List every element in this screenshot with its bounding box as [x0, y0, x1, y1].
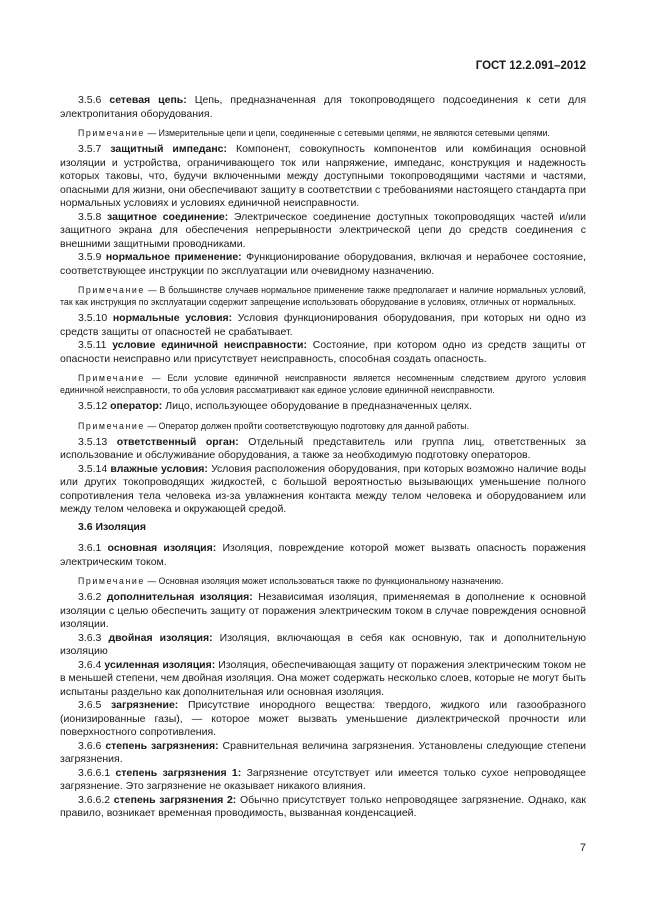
definition-paragraph: 3.5.13 ответственный орган: Отдельный представитель или группа лиц, ответственных за использование и обслуживание оборудования, а также за необходимую подготовку операторов.: [60, 435, 586, 461]
definition-paragraph: 3.5.9 нормальное применение: Функционирование оборудования, включая и нерабочее состояние, соответствующее инструкции по эксплуатации или очевидному назначению.: [60, 251, 586, 277]
definition-paragraph: 3.5.8 защитное соединение: Электрическое соединение доступных токопроводящих частей и/или защитного экрана для обеспечения непрерывности электрической цепи до средств соединения с внешними защитными проводниками.: [60, 210, 586, 250]
definition-paragraph: 3.6.5 загрязнение: Присутствие инородного вещества: твердого, жидкого или газообразного (ионизированные газы), — которое может вызвать уменьшение диэлектрической прочности или поверхностного сопротивления.: [60, 699, 586, 738]
definition-paragraph: 3.6.3 двойная изоляция: Изоляция, включающая в себя как основную, так и дополнительную изоляцию: [60, 631, 586, 657]
note-paragraph: Примечание — Измерительные цепи и цепи, соединенные с сетевыми цепями, не являются сетевыми цепями.: [78, 128, 550, 138]
definition-paragraph: 3.5.11 условие единичной неисправности: Состояние, при котором одно из средств защиты от опасности неисправно или присутствует неисправность, способная создать опасность.: [60, 339, 586, 365]
definition-paragraph: 3.5.14 влажные условия: Условия расположения оборудования, при которых возможно наличие воды или других токопроводящих жидкостей, с большой вероятностью вызывающих уменьшение полного сопротивления тела человека из-за увлажнения контакта между телом человека и оборудованием или между телом человека и окружающей средой.: [60, 462, 587, 515]
note-paragraph: Примечание — В большинстве случаев нормальное применение также предполагает и наличие нормальных условий, так как инструкция по эксплуатации содержит запрещение использовать оборудование в условиях, отличных от нормальных.: [60, 285, 586, 307]
section-heading: 3.6 Изоляция: [78, 520, 147, 533]
definition-paragraph: 3.6.6.1 степень загрязнения 1: Загрязнение отсутствует или имеется только сухое непроводящее загрязнение. Это загрязнение не оказывает никакого влияния.: [60, 766, 586, 792]
definition-paragraph: 3.5.7 защитный импеданс: Компонент, совокупность компонентов или комбинация основной изоляции и устройства, ограничивающего ток или напряжение, импеданс, конструкция и надежность которых таковы, что, будучи включенными между доступными токопроводящими частями и частями, опасными для жизни, они обеспечивают защиту в соответствии с требованиями настоящего стандарта при нормальных условиях и условиях единичной неисправности.: [60, 143, 586, 209]
definition-paragraph: 3.5.10 нормальные условия: Условия функционирования оборудования, при которых ни одно из средств защиты от опасностей не срабатывает.: [60, 312, 586, 338]
definition-paragraph: 3.6.6.2 степень загрязнения 2: Обычно присутствует только непроводящее загрязнение. Однако, как правило, возникает временная проводимость, вызванная конденсацией.: [60, 793, 586, 819]
document-body: [60, 94, 586, 821]
definition-paragraph: 3.6.1 основная изоляция: Изоляция, повреждение которой может вызвать опасность поражения электрическим током.: [60, 542, 586, 568]
document-header: ГОСТ 12.2.091–2012: [475, 60, 586, 72]
note-paragraph: Примечание — Основная изоляция может использоваться также по функциональному назначению.: [78, 576, 504, 586]
note-paragraph: Примечание — Оператор должен пройти соответствующую подготовку для данной работы.: [78, 420, 470, 431]
note-paragraph: Примечание — Если условие единичной неисправности является несомненным следствием другого условия единичной неисправности, то оба условия рассматривают как единое условие единичной неисправности.: [60, 373, 587, 395]
definition-paragraph: 3.5.6 сетевая цепь: Цепь, предназначенная для токопроводящего подсоединения к сети для электропитания оборудования.: [60, 94, 587, 120]
definition-paragraph: 3.6.6 степень загрязнения: Сравнительная величина загрязнения. Установлены следующие степени загрязнения.: [60, 739, 586, 765]
definition-paragraph: 3.6.4 усиленная изоляция: Изоляция, обеспечивающая защиту от поражения электрическим током не в меньшей степени, чем двойная изоляция. Она может содержать несколько слоев, которые не могут быть испытаны раздельно как дополнительная или основная изоляция.: [60, 658, 587, 698]
page-number: 7: [579, 842, 586, 854]
definition-paragraph: 3.5.12 оператор: Лицо, использующее оборудование в предназначенных целях.: [78, 400, 472, 412]
definition-paragraph: 3.6.2 дополнительная изоляция: Независимая изоляция, применяемая в дополнение к основной изоляции с целью обеспечить защиту от поражения электрическим током в случае повреждения основной изоляции.: [60, 591, 586, 630]
